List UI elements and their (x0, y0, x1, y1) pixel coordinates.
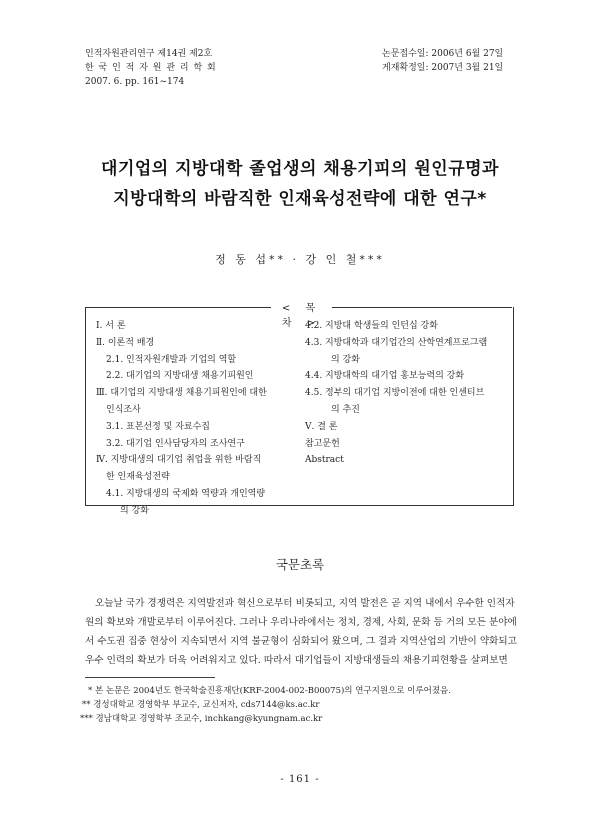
paper-title-line-1: 대기업의 지방대학 졸업생의 채용기피의 원인규명과 (101, 159, 499, 179)
footnote-author-1: ** 경성대학교 경영학부 부교수, 교신저자, cds7144@ks.ac.kr (82, 700, 320, 710)
footnote-funding: * 본 논문은 2004년도 한국학술진흥재단(KRF-2004-002-B00075)의 연구지원으로 이루어졌음. (88, 686, 451, 696)
toc-left-column (96, 318, 267, 520)
toc-top-rule-right (332, 307, 512, 308)
toc-item: 2.1. 인적자원개발과 기업의 역할 (106, 354, 237, 365)
toc-item: 4.1. 지방대생의 국제화 역량과 개인역량 (106, 488, 266, 499)
abstract-line: 오늘날 국가 경쟁력은 지역발전과 혁신으로부터 비롯되고, 지역 발전은 곧 지역 내에서 우수한 인적자 (95, 598, 515, 609)
page-number: - 161 - (280, 774, 320, 785)
toc-item: Ⅴ. 결 론 (305, 421, 338, 432)
footnote-author-2: *** 경남대학교 경영학부 조교수, inchkang@kyungnam.ac.kr (80, 714, 323, 724)
toc-item: 의 강화 (331, 354, 360, 365)
toc-item: 3.2. 대기업 인사담당자의 조사연구 (106, 438, 245, 449)
issue-pages: 2007. 6. pp. 161~174 (85, 77, 185, 87)
abstract-body (85, 594, 517, 670)
toc-item: 4.5. 정부의 대기업 지방이전에 대한 인센티브 (305, 388, 485, 399)
toc-item: 의 강화 (120, 505, 149, 516)
toc-item: 4.2. 지방대 학생들의 인턴십 강화 (305, 321, 438, 331)
toc-item: 참고문헌 (305, 438, 340, 449)
authors: 정 동 섭** · 강 인 철*** (215, 253, 385, 266)
toc-item: 의 추진 (331, 404, 360, 415)
footnote-rule (85, 677, 215, 678)
toc-item: 인식조사 (106, 404, 141, 415)
toc-item: Ⅳ. 지방대생의 대기업 취업을 위한 바람직 (96, 455, 262, 466)
toc-right-column (305, 318, 487, 469)
abstract-title: 국문초록 (275, 557, 325, 572)
received-date: 논문접수일: 2006년 6월 27일 (382, 49, 504, 59)
toc-item: 3.1. 표본선정 및 자료수집 (106, 421, 211, 432)
toc-item: 4.3. 지방대학과 대기업간의 산학연계프로그램 (305, 337, 488, 348)
abstract-line: 우수 인력의 확보가 더욱 어려워지고 있다. 따라서 대기업들이 지방대생들의 채용기피현황을 살펴보면 (85, 655, 508, 666)
paper-title-line-2: 지방대학의 바람직한 인재육성전략에 대한 연구* (113, 189, 487, 209)
toc-heading: < 목 차 > (281, 303, 322, 329)
submission-dates (382, 47, 503, 75)
society-name: 한 국 인 적 자 원 관 리 학 회 (85, 63, 217, 73)
toc-top-rule-left (85, 307, 271, 308)
toc-item: Ⅲ. 대기업의 지방대생 채용기피원인에 대한 (96, 388, 267, 399)
journal-name: 인적자원관리연구 제14권 제2호 (85, 49, 213, 59)
toc-item: 2.2. 대기업의 지방대생 채용기피원인 (106, 371, 254, 382)
toc-item: 4.4. 지방대학의 대기업 홍보능력의 강화 (305, 371, 465, 382)
journal-info (85, 47, 217, 89)
toc-item: Ⅰ. 서 론 (96, 321, 126, 331)
toc-item: Ⅱ. 이론적 배경 (96, 337, 155, 348)
toc-item: 한 인재육성전략 (106, 472, 170, 483)
accepted-date: 게재확정일: 2007년 3월 21일 (382, 63, 504, 73)
abstract-line: 서 수도권 집중 현상이 지속되면서 지역 불균형이 심화되어 왔으며, 그 결과 지역산업의 기반이 약화되고 (85, 636, 517, 647)
abstract-line: 원의 확보와 개발로부터 이루어진다. 그러나 우리나라에서는 정치, 경제, 사회, 문화 등 거의 모든 분야에 (85, 617, 517, 628)
toc-item: Abstract (305, 455, 344, 466)
